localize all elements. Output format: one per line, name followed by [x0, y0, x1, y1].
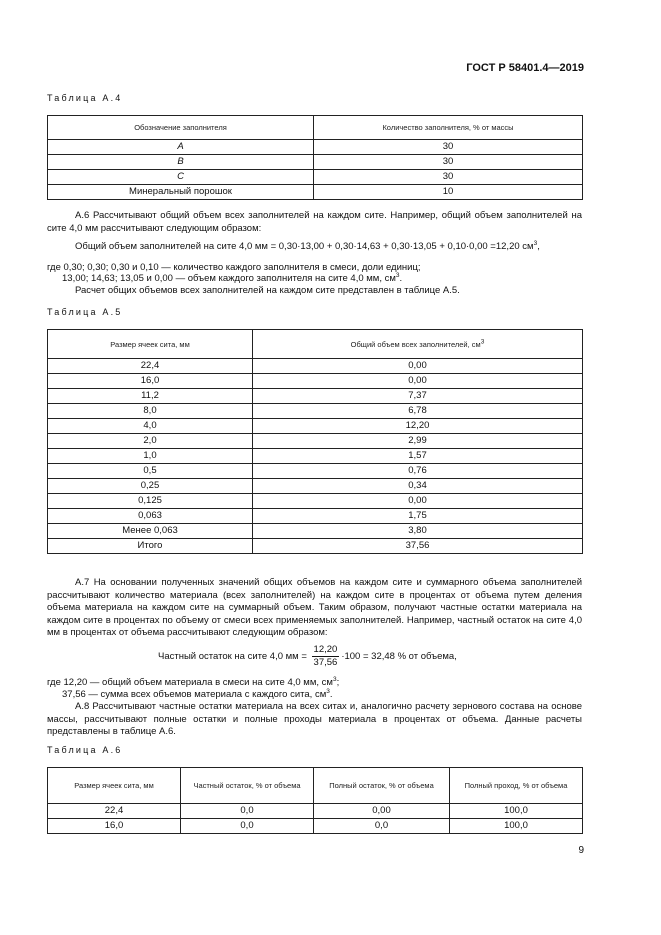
formula-superscript: 3 [533, 239, 538, 247]
table-cell: Менее 0,063 [48, 524, 253, 539]
table-cell: 1,57 [253, 449, 583, 464]
table-row [48, 494, 583, 509]
section-a7-where1 [47, 677, 339, 688]
table-cell: 100,0 [450, 804, 583, 819]
table-cell: 16,0 [48, 374, 253, 389]
table-row [48, 819, 583, 834]
table-cell: 0,5 [48, 464, 253, 479]
table-row [48, 359, 583, 374]
table-row [48, 185, 583, 200]
table-row [48, 374, 583, 389]
where1-text: где 12,20 — общий объем материала в смеси на сите 4,0 мм, см [47, 677, 333, 688]
table-row [48, 419, 583, 434]
table-a6-caption: Таблица А.6 [47, 745, 123, 755]
section-a6-where1: где 0,30; 0,30; 0,30 и 0,10 — количество каждого заполнителя в смеси, доли единиц; [47, 262, 421, 273]
table-cell: 6,78 [253, 404, 583, 419]
where1-end: ; [336, 677, 340, 688]
table-a4-caption: Таблица А.4 [47, 93, 123, 103]
table-cell: 0,0 [314, 819, 450, 834]
header-superscript: 3 [480, 338, 485, 345]
table-row [48, 449, 583, 464]
formula-tail: ·100 = 32,48 % от объема, [341, 651, 457, 662]
section-a7-where2 [62, 689, 333, 700]
table-row [48, 170, 583, 185]
where2-end: . [329, 689, 333, 700]
formula-lead: Частный остаток на сите 4,0 мм = [158, 651, 307, 662]
table-cell: 22,4 [48, 359, 253, 374]
table-a4-header-amount: Количество заполнителя, % от массы [314, 116, 583, 140]
table-row [48, 524, 583, 539]
table-a5-header-sieve: Размер ячеек сита, мм [48, 330, 253, 359]
table-cell: 30 [314, 155, 583, 170]
section-a6-where2 [62, 273, 402, 284]
table-cell: B [48, 155, 314, 170]
table-a5-caption: Таблица А.5 [47, 307, 123, 317]
table-row [48, 404, 583, 419]
table-cell: 0,76 [253, 464, 583, 479]
table-cell: 100,0 [450, 819, 583, 834]
section-a7-text: А.7 На основании полученных значений общих объемов на каждом сите и суммарного объема заполнителей рассчитывают количество материала (всех заполнителей) на каждом сите в процентах от объема путем деления объема материала на каждом сите на суммарный объем. Таким образом, получают частные остатки материала на каждом сите в процентах по объему от смеси всех применяемых заполнителей. Например, частный остаток на сите 4,0 мм в процентах от объема рассчитывают следующим образом: [47, 577, 582, 638]
table-a5 [47, 329, 583, 554]
table-cell: 12,20 [253, 419, 583, 434]
table-cell: 11,2 [48, 389, 253, 404]
table-cell: C [48, 170, 314, 185]
section-a6-formula [75, 241, 540, 252]
where2-superscript: 3 [395, 271, 400, 279]
table-row [48, 155, 583, 170]
fraction-denominator: 37,56 [313, 657, 338, 668]
where2-text: 13,00; 14,63; 13,05 и 0,00 — объем каждого заполнителя на сите 4,0 мм, см [62, 273, 396, 284]
formula-text: Общий объем заполнителей на сите 4,0 мм = 0,30·13,00 + 0,30·14,63 + 0,30·13,05 + 0,10·0,00 =12,20 см [75, 241, 534, 252]
section-a6-text: А.6 Рассчитывают общий объем всех заполнителей на каждом сите. Например, общий объем заполнителей на сите 4,0 мм рассчитывают следующим образом: [47, 210, 582, 234]
table-cell: 22,4 [48, 804, 181, 819]
table-cell: 8,0 [48, 404, 253, 419]
table-cell: 0,00 [253, 359, 583, 374]
where2-text: 37,56 — сумма всех объемов материала с каждого сита, см [62, 689, 327, 700]
table-cell: 2,0 [48, 434, 253, 449]
table-cell: 0,00 [314, 804, 450, 819]
table-a6-header-sieve: Размер ячеек сита, мм [48, 768, 181, 804]
document-id: ГОСТ Р 58401.4—2019 [466, 62, 584, 74]
where2-superscript: 3 [326, 687, 330, 695]
table-cell: 0,125 [48, 494, 253, 509]
table-row [48, 539, 583, 554]
table-cell: 16,0 [48, 819, 181, 834]
where1-superscript: 3 [332, 675, 337, 683]
table-a6 [47, 767, 583, 834]
table-cell: 1,0 [48, 449, 253, 464]
table-cell: 30 [314, 170, 583, 185]
table-cell: 0,063 [48, 509, 253, 524]
table-row [48, 479, 583, 494]
table-row [48, 140, 583, 155]
table-cell: 0,34 [253, 479, 583, 494]
table-cell: 0,0 [181, 819, 314, 834]
header-text: Общий объем всех заполнителей, см [350, 339, 481, 349]
table-cell: Итого [48, 539, 253, 554]
fraction-numerator: 12,20 [313, 644, 338, 655]
table-cell: 0,00 [253, 494, 583, 509]
formula-fraction [312, 644, 340, 669]
table-cell: 0,25 [48, 479, 253, 494]
table-cell: 10 [314, 185, 583, 200]
table-row [48, 389, 583, 404]
table-cell: 0,00 [253, 374, 583, 389]
table-cell: 7,37 [253, 389, 583, 404]
section-a7-formula [158, 644, 457, 669]
table-row [48, 464, 583, 479]
table-a6-header-full-pass: Полный проход, % от объема [450, 768, 583, 804]
table-row [48, 804, 583, 819]
table-row [48, 509, 583, 524]
table-cell: 3,80 [253, 524, 583, 539]
table-cell: 1,75 [253, 509, 583, 524]
table-a6-header-full-residue: Полный остаток, % от объема [314, 768, 450, 804]
table-cell: 2,99 [253, 434, 583, 449]
table-cell: 0,0 [181, 804, 314, 819]
page-number: 9 [578, 845, 584, 856]
table-cell: Минеральный порошок [48, 185, 314, 200]
table-a4-header-designation: Обозначение заполнителя [48, 116, 314, 140]
table-a4 [47, 115, 583, 200]
section-a6-summary: Расчет общих объемов всех заполнителей на каждом сите представлен в таблице А.5. [75, 285, 460, 296]
table-cell: 30 [314, 140, 583, 155]
table-cell: A [48, 140, 314, 155]
table-cell: 37,56 [253, 539, 583, 554]
table-cell: 4,0 [48, 419, 253, 434]
table-a5-header-volume [253, 330, 583, 359]
where2-end: . [399, 273, 403, 284]
table-row [48, 434, 583, 449]
table-a6-header-partial: Частный остаток, % от объема [181, 768, 314, 804]
section-a8-text: А.8 Рассчитывают частные остатки материала на всех ситах и, аналогично расчету зернового состава на основе массы, рассчитывают полные остатки и полные проходы материала в процентах от объема. Данные расчеты представлены в таблице А.6. [47, 701, 582, 737]
formula-end: , [537, 241, 540, 252]
